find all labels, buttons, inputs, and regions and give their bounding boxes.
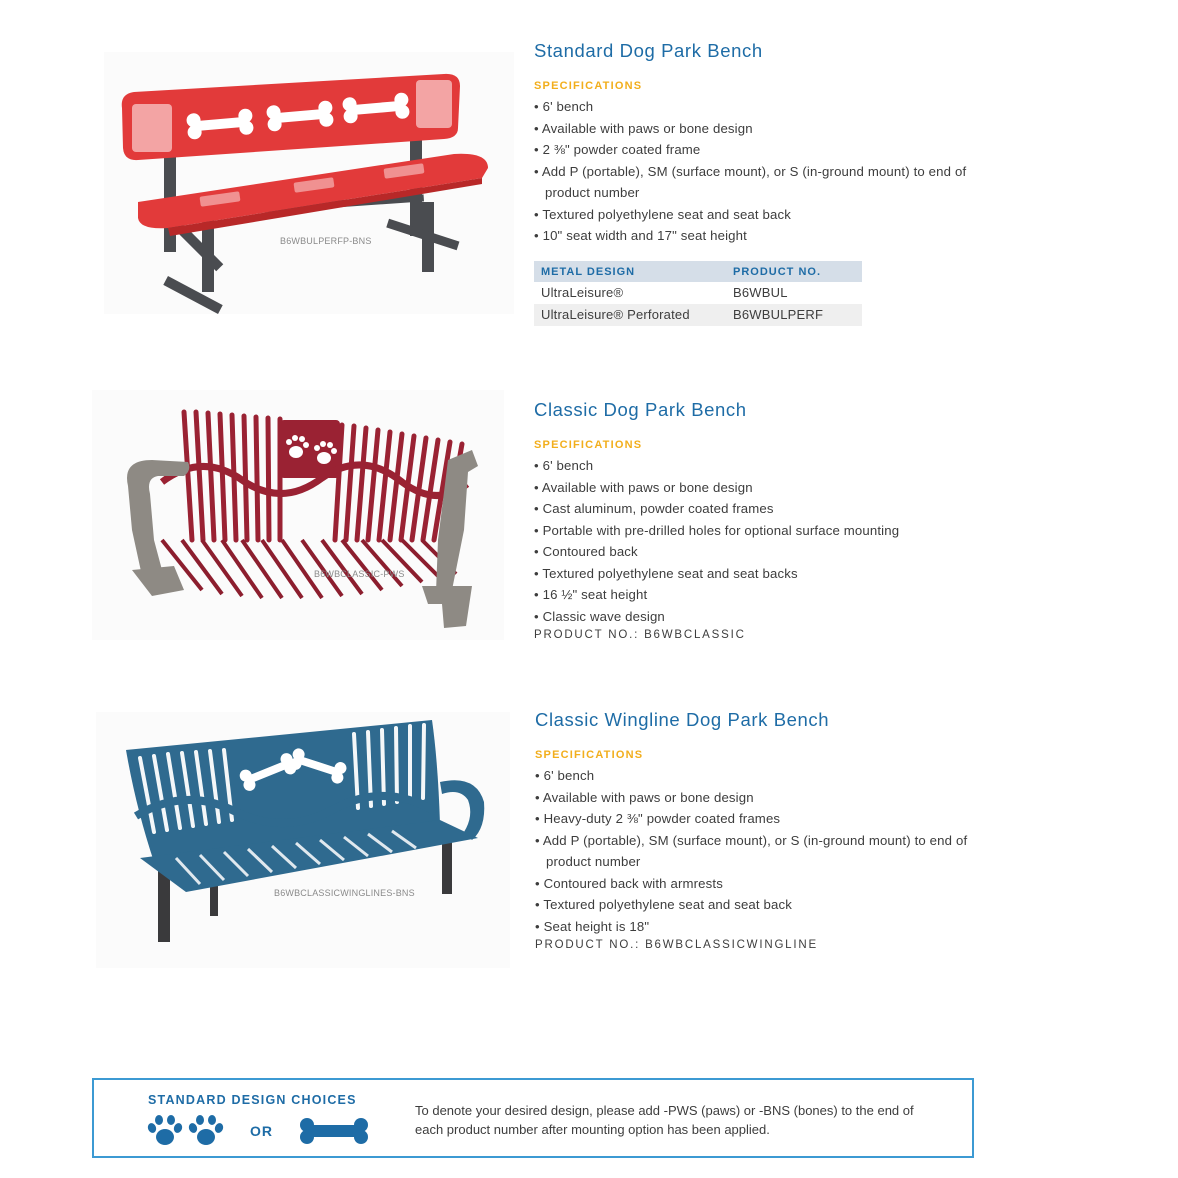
spec-item: • Available with paws or bone design: [534, 118, 984, 140]
spec-item: • 6' bench: [535, 765, 985, 787]
spec-item: • 16 ½" seat height: [534, 584, 984, 606]
spec-heading: SPECIFICATIONS: [534, 439, 643, 451]
spec-item: • Textured polyethylene seat and seat back: [534, 204, 984, 226]
spec-item: • Portable with pre-drilled holes for optional surface mounting: [534, 520, 984, 542]
spec-item: • Textured polyethylene seat and seat back: [535, 894, 985, 916]
image-sku-label: B6WBCLASSICWINGLINES-BNS: [274, 888, 415, 898]
product-info: [534, 40, 984, 326]
table-header: PRODUCT NO.: [726, 261, 862, 282]
table-header: METAL DESIGN: [534, 261, 726, 282]
wingline-bench-image: [96, 712, 510, 968]
paw-icon: [147, 1114, 183, 1148]
spec-heading: SPECIFICATIONS: [534, 80, 643, 92]
table-cell: B6WBULPERF: [726, 304, 862, 326]
product-info: [534, 399, 984, 641]
spec-item: • Cast aluminum, powder coated frames: [534, 498, 984, 520]
spec-item: • Seat height is 18": [535, 916, 985, 938]
spec-item: • 6' bench: [534, 96, 984, 118]
spec-item: • Contoured back with armrests: [535, 873, 985, 895]
or-label: OR: [250, 1123, 273, 1139]
product-title: Standard Dog Park Bench: [534, 40, 763, 61]
table-cell: B6WBUL: [733, 284, 788, 300]
product-number: PRODUCT NO.: B6WBCLASSICWINGLINE: [535, 939, 818, 951]
metal-design-table: [534, 261, 862, 326]
spec-item: • Add P (portable), SM (surface mount), or S (in-ground mount) to end of product number: [535, 830, 985, 873]
standard-bench-image: [104, 52, 514, 314]
spec-item: • Add P (portable), SM (surface mount), or S (in-ground mount) to end of product number: [534, 161, 984, 204]
product-title: Classic Dog Park Bench: [534, 399, 747, 420]
design-choices-note: To denote your desired design, please add -PWS (paws) or -BNS (bones) to the end of each product number after mounting option has been applied.: [415, 1103, 914, 1137]
spec-list: [534, 96, 984, 247]
product-number: PRODUCT NO.: B6WBCLASSIC: [534, 629, 746, 641]
spec-item: • Available with paws or bone design: [535, 787, 985, 809]
spec-item: • Textured polyethylene seat and seat backs: [534, 563, 984, 585]
image-sku-label: B6WBCLASSIC-PWS: [314, 569, 405, 579]
spec-item: • 2 ⅜" powder coated frame: [534, 139, 984, 161]
spec-item: • Heavy-duty 2 ⅜" powder coated frames: [535, 808, 985, 830]
product-title: Classic Wingline Dog Park Bench: [535, 709, 830, 730]
spec-item: • 10" seat width and 17" seat height: [534, 225, 984, 247]
table-cell: UltraLeisure® Perforated: [534, 304, 726, 326]
table-cell: UltraLeisure®: [541, 284, 624, 300]
table-header-row: [534, 261, 862, 282]
classic-bench-image: [92, 390, 504, 640]
table-row: [534, 304, 862, 326]
product-info: [535, 709, 985, 951]
spec-list: [535, 765, 985, 937]
spec-list: [534, 455, 984, 627]
paw-icon: [188, 1114, 224, 1148]
bone-icon: [298, 1117, 370, 1145]
table-row: [534, 282, 862, 304]
spec-item: • 6' bench: [534, 455, 984, 477]
spec-item: • Contoured back: [534, 541, 984, 563]
spec-item: • Classic wave design: [534, 606, 984, 628]
design-choices-box: [92, 1078, 974, 1158]
design-choices-title: STANDARD DESIGN CHOICES: [148, 1093, 357, 1107]
spec-heading: SPECIFICATIONS: [535, 749, 644, 761]
image-sku-label: B6WBULPERFP-BNS: [280, 236, 372, 246]
spec-item: • Available with paws or bone design: [534, 477, 984, 499]
